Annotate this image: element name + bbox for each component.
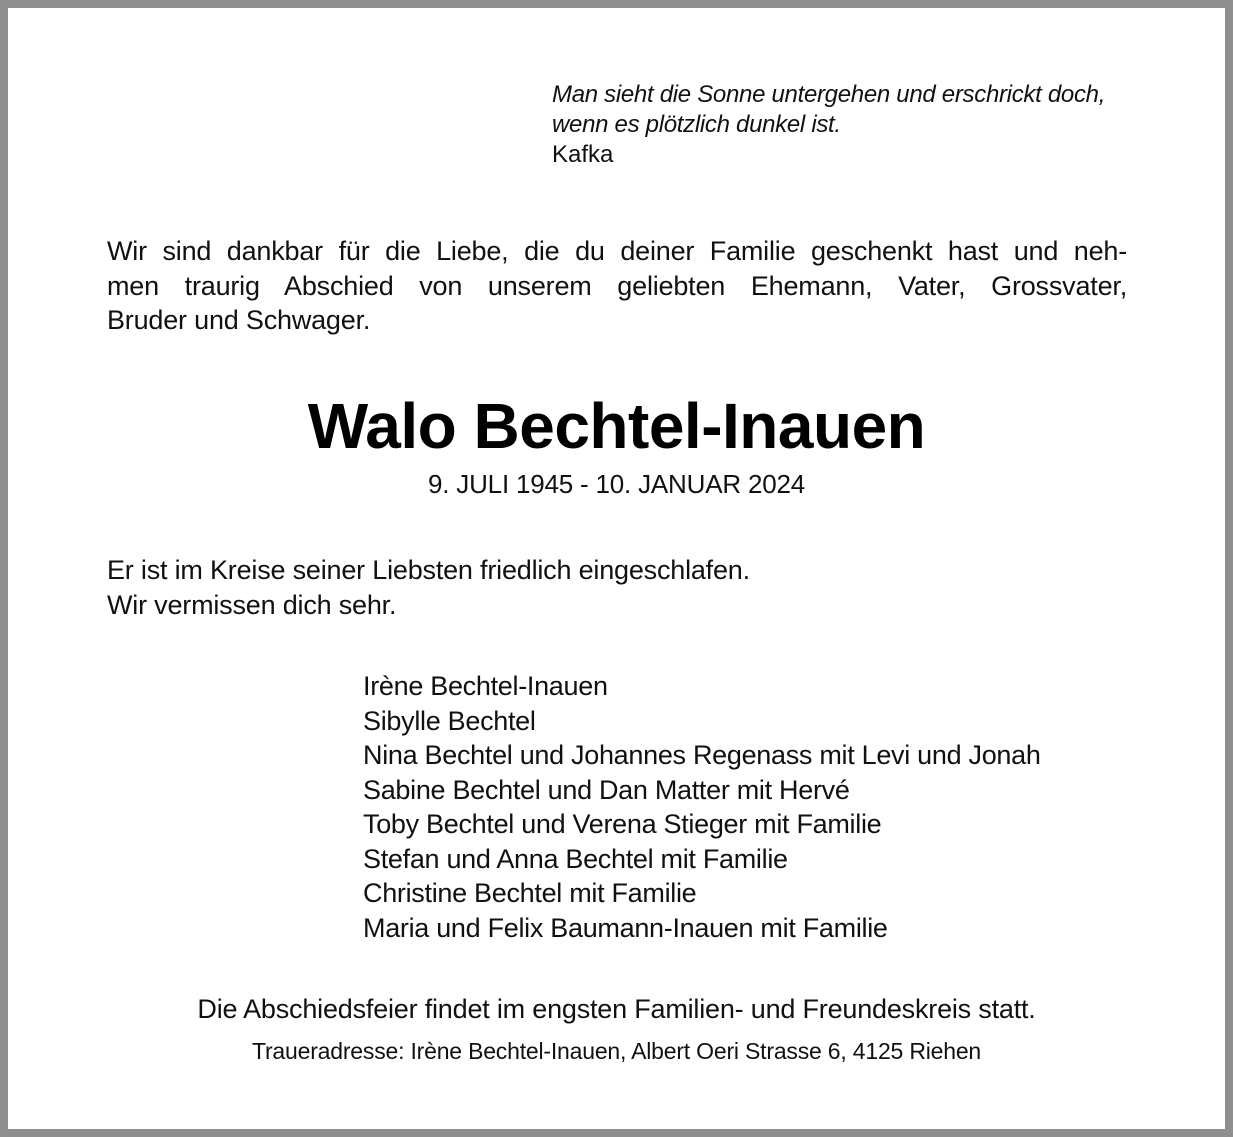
- intro-line: Bruder und Schwager.: [107, 305, 371, 335]
- mourners-list: [363, 669, 1041, 945]
- mourner-entry: Sibylle Bechtel: [363, 705, 536, 736]
- ceremony-notice: Die Abschiedsfeier findet im engsten Familien- und Freundeskreis statt.: [197, 994, 1036, 1024]
- quote-author: Kafka: [552, 141, 614, 168]
- quote-block: [552, 80, 1192, 170]
- life-dates: 9. JULI 1945 - 10. JANUAR 2024: [428, 469, 805, 499]
- message-line: Er ist im Kreise seiner Liebsten friedlich eingeschlafen.: [107, 555, 750, 585]
- quote-line: wenn es plötzlich dunkel ist.: [552, 111, 841, 138]
- mourner-entry: Toby Bechtel und Verena Stieger mit Familie: [363, 809, 882, 839]
- intro-line: Wir sind dankbar für die Liebe, die du deiner Familie geschenkt hast und neh-: [107, 236, 1127, 266]
- mourner-entry: Stefan und Anna Bechtel mit Familie: [363, 843, 788, 874]
- intro-line: men traurig Abschied von unserem geliebten Ehemann, Vater, Grossvater,: [107, 270, 1127, 301]
- quote-line: Man sieht die Sonne untergehen und erschrickt doch,: [552, 81, 1106, 108]
- deceased-name: Walo Bechtel-Inauen: [307, 390, 926, 462]
- farewell-message: [107, 553, 750, 622]
- mourner-entry: Sabine Bechtel und Dan Matter mit Hervé: [363, 774, 850, 805]
- mourner-entry: Irène Bechtel-Inauen: [363, 671, 608, 701]
- message-line: Wir vermissen dich sehr.: [107, 589, 397, 620]
- obituary-page: [8, 8, 1225, 1129]
- intro-paragraph: [107, 234, 1127, 338]
- mourner-entry: Maria und Felix Baumann-Inauen mit Familie: [363, 912, 888, 943]
- mourning-address: Traueradresse: Irène Bechtel-Inauen, Albert Oeri Strasse 6, 4125 Riehen: [251, 1038, 982, 1064]
- mourner-entry: Christine Bechtel mit Familie: [363, 878, 697, 908]
- mourner-entry: Nina Bechtel und Johannes Regenass mit Levi und Jonah: [363, 740, 1041, 770]
